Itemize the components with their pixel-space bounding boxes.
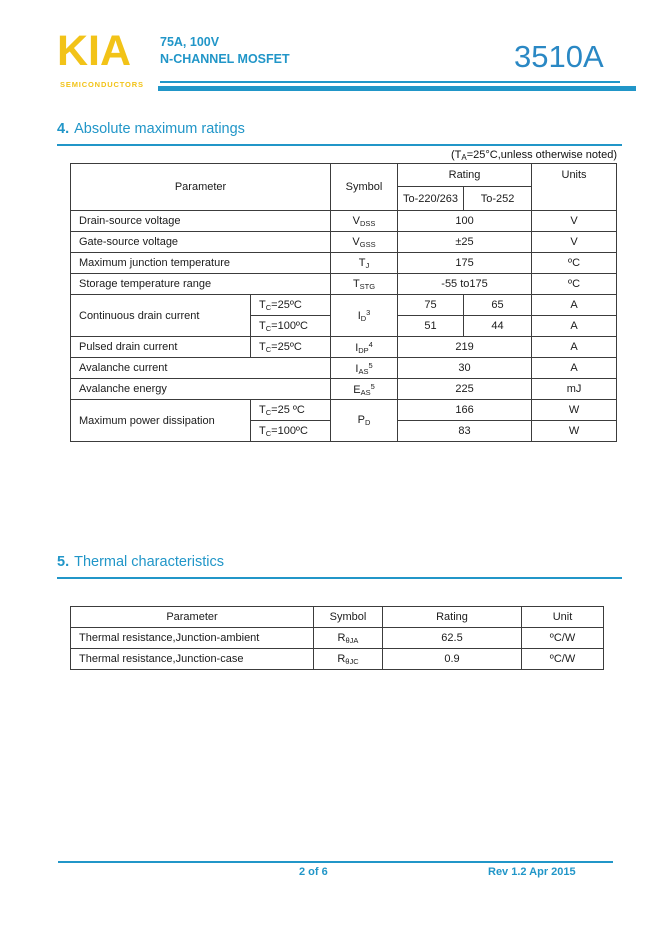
absolute-maximum-ratings-table [70,163,617,442]
symbol-base: I [355,341,359,354]
cond-base: T [259,319,266,332]
symbol-sub: D [364,418,371,427]
symbol-sub: D [360,314,367,323]
cond-text: =100ºC [271,319,308,332]
symbol-sup: 5 [368,360,373,370]
col-header-symbol: Symbol [314,607,383,628]
symbol-cell-eas [331,379,398,400]
cond-sub: C [265,302,272,312]
conditions-note [451,149,617,162]
unit-cell-ias: A [532,358,617,379]
col-header-pkg-to252: To-252 [464,187,532,211]
section-4-number: 4. [57,121,70,137]
symbol-base: T [352,277,360,290]
rating-cell-id-100c-to220: 51 [398,316,464,337]
symbol-base: V [352,214,360,227]
section-5-title: Thermal characteristics [74,554,224,570]
unit-cell-id-25c: A [532,295,617,316]
symbol-base: E [353,383,361,396]
cond-sub: C [265,323,272,333]
unit-cell-pd-25c: W [532,400,617,421]
param-cell-rthjc: Thermal resistance,Junction-case [71,649,314,670]
rating-cell-tstg: -55 to175 [398,274,532,295]
table2-header-row [71,607,604,628]
symbol-cell-tstg [331,274,398,295]
cond-text: =25ºC [271,340,302,353]
table-row-tstg [71,274,617,295]
rating-cell-rthjc: 0.9 [383,649,522,670]
symbol-base: I [355,362,359,375]
symbol-base: V [352,235,360,248]
col-header-parameter: Parameter [71,164,331,211]
param-cell-tj: Maximum junction temperature [71,253,331,274]
note-post: =25°C,unless otherwise noted) [466,149,617,161]
table-row-rthjc [71,649,604,670]
symbol-cell-id [331,295,398,337]
table-row-idp [71,337,617,358]
symbol-sub: STG [359,281,376,291]
unit-cell-tstg: ºC [532,274,617,295]
col-header-symbol: Symbol [331,164,398,211]
page-number: 2 of 6 [299,866,328,878]
table-row-eas [71,379,617,400]
cond-sub: C [265,344,272,354]
condition-cell-id-100c [251,316,331,337]
device-summary [160,34,290,68]
device-type-line: N-CHANNEL MOSFET [160,52,290,66]
symbol-base: R [337,631,346,644]
symbol-sub: DP [358,345,369,355]
condition-cell-idp [251,337,331,358]
cond-text: =25ºC [271,298,302,311]
symbol-sub: θJA [345,635,359,645]
table1-header-row-1 [71,164,617,187]
cond-sub: C [265,407,272,417]
col-header-rating: Rating [383,607,522,628]
kia-logo: KIA [57,27,132,75]
cond-text: =25 ºC [271,403,305,416]
param-cell-rthja: Thermal resistance,Junction-ambient [71,628,314,649]
unit-cell-vgss: V [532,232,617,253]
symbol-cell-ias [331,358,398,379]
symbol-sup: 4 [368,339,373,349]
table-row-rthja [71,628,604,649]
rating-cell-id-25c-to252: 65 [464,295,532,316]
symbol-base: T [358,256,366,269]
unit-cell-eas: mJ [532,379,617,400]
footer-rule [58,861,613,863]
param-cell-id: Continuous drain current [71,295,251,337]
param-cell-vdss: Drain-source voltage [71,211,331,232]
col-header-rating: Rating [398,164,532,187]
param-cell-ias: Avalanche current [71,358,331,379]
unit-cell-rthja: ºC/W [522,628,604,649]
symbol-sub: AS [360,387,371,397]
thermal-characteristics-table [70,606,604,670]
symbol-base: R [337,652,346,665]
table-row-vdss [71,211,617,232]
col-header-unit: Unit [522,607,604,628]
symbol-sub: GSS [359,239,376,249]
table-row-vgss [71,232,617,253]
symbol-cell-tj [331,253,398,274]
section-4-title: Absolute maximum ratings [74,121,245,137]
table-row-pd-25c [71,400,617,421]
symbol-cell-rthja [314,628,383,649]
param-cell-pd: Maximum power dissipation [71,400,251,442]
symbol-cell-rthjc [314,649,383,670]
section-4-heading [57,121,245,137]
symbol-sup: 3 [366,308,371,317]
rating-cell-vgss: ±25 [398,232,532,253]
param-cell-tstg: Storage temperature range [71,274,331,295]
rating-cell-eas: 225 [398,379,532,400]
rating-cell-rthja: 62.5 [383,628,522,649]
rating-cell-vdss: 100 [398,211,532,232]
unit-cell-rthjc: ºC/W [522,649,604,670]
symbol-sub: θJC [345,656,359,666]
rating-cell-pd-100c: 83 [398,421,532,442]
symbol-cell-idp [331,337,398,358]
section-5-heading [57,554,224,570]
revision-label: Rev 1.2 Apr 2015 [488,866,576,878]
param-cell-eas: Avalanche energy [71,379,331,400]
col-header-pkg-to220: To-220/263 [398,187,464,211]
table-row-ias [71,358,617,379]
section-4-underline [57,144,622,146]
cond-base: T [259,403,266,416]
table-row-id-25c [71,295,617,316]
rating-cell-id-25c-to220: 75 [398,295,464,316]
section-5-underline [57,577,622,579]
symbol-cell-vdss [331,211,398,232]
logo-subtext: SEMICONDUCTORS [60,80,144,89]
symbol-base: I [357,310,361,322]
rating-cell-id-100c-to252: 44 [464,316,532,337]
section-5-number: 5. [57,554,70,570]
table-row-tj [71,253,617,274]
unit-cell-vdss: V [532,211,617,232]
symbol-cell-vgss [331,232,398,253]
cond-base: T [259,340,266,353]
condition-cell-id-25c [251,295,331,316]
col-header-parameter: Parameter [71,607,314,628]
unit-cell-id-100c: A [532,316,617,337]
cond-base: T [259,298,266,311]
rating-cell-ias: 30 [398,358,532,379]
condition-cell-pd-25c [251,400,331,421]
cond-text: =100ºC [271,424,308,437]
device-rating-line: 75A, 100V [160,35,220,49]
unit-cell-pd-100c: W [532,421,617,442]
unit-cell-tj: ºC [532,253,617,274]
col-header-units: Units [532,164,617,211]
header-rule-thick [158,86,636,91]
symbol-sub: J [365,260,370,270]
param-cell-idp: Pulsed drain current [71,337,251,358]
rating-cell-tj: 175 [398,253,532,274]
symbol-cell-pd [331,400,398,442]
cond-base: T [259,424,266,437]
note-sub: A [461,153,467,162]
symbol-sup: 5 [370,381,375,391]
symbol-sub: DSS [359,218,376,228]
symbol-base: P [357,414,365,426]
cond-sub: C [265,428,272,438]
rating-cell-pd-25c: 166 [398,400,532,421]
condition-cell-pd-100c [251,421,331,442]
symbol-sub: AS [358,366,369,376]
unit-cell-idp: A [532,337,617,358]
header-rule-thin [160,81,620,83]
param-cell-vgss: Gate-source voltage [71,232,331,253]
part-number: 3510A [514,39,604,74]
note-pre: (T [451,149,462,161]
rating-cell-idp: 219 [398,337,532,358]
